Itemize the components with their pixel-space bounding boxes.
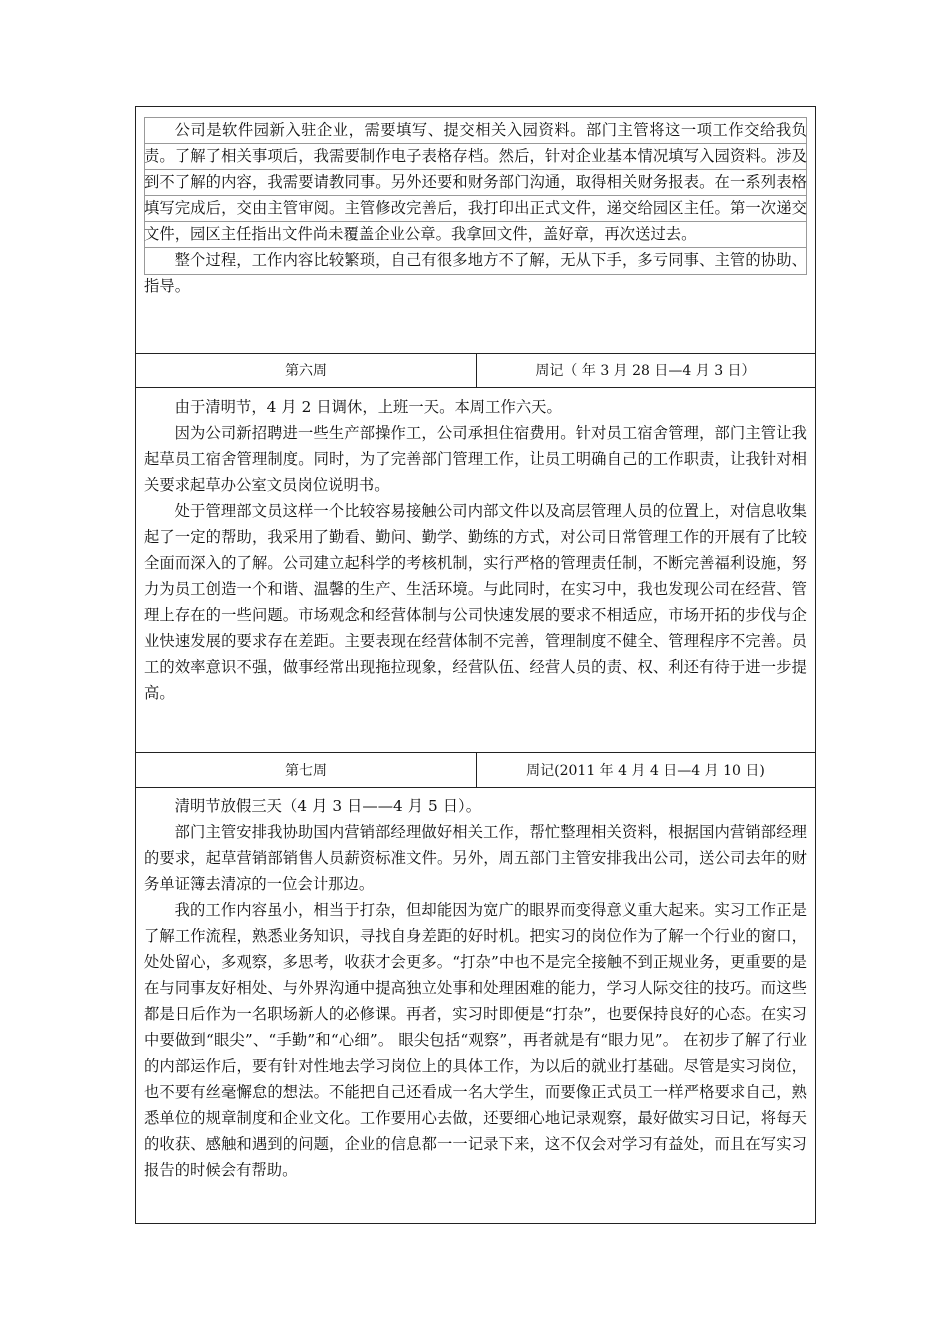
paragraph: 因为公司新招聘进一些生产部操作工，公司承担住宿费用。针对员工宿舍管理，部门主管让我起草员工宿舍管理制度。同时，为了完善部门管理工作，让员工明确自己的工作职责，让我针对相关要求起草办公室文员岗位说明书。 xyxy=(144,424,807,494)
week-label: 第六周 xyxy=(285,363,327,379)
paragraph: 清明节放假三天（4 月 3 日——4 月 5 日）。 xyxy=(174,797,482,815)
paragraph: 我的工作内容虽小，相当于打杂，但却能因为宽广的眼界而变得意义重大起来。实习工作正是了解工作流程，熟悉业务知识，寻找自身差距的好时机。把实习的岗位作为了解一个行业的窗口，处处留心，多观察，多思考，收获才会更多。“打杂”中也不是完全接触不到正规业务，更重要的是在与同事友好相处、与外界沟通中提高独立处事和处理困难的能力，学习人际交往的技巧。而这些都是日后作为一名职场新人的必修课。再者，实习时即便是“打杂”，也要保持良好的心态。在实习中要做到“眼尖”、“手勤”和“心细”。 眼尖包括“观察”，再者就是有“眼力见”。 在初步了解了行业的内部运作后，要有针对性地去学习岗位上的具体工作，为以后的就业打基础。尽管是实习岗位，也不要有丝毫懈怠的想法。不能把自己还看成一名大学生，而要像正式员工一样严格要求自己，熟悉单位的规章制度和企业文化。工作要用心去做，还要细心地记录观察，最好做实习日记，将每天的收获、感触和遇到的问题，企业的信息都一一记录下来，这不仅会对学习有益处，而且在写实习报告的时候会有帮助。 xyxy=(144,901,807,1179)
section1-cell xyxy=(136,107,815,353)
date-range: 周记(2011 年 4 月 4 日—4 月 10 日) xyxy=(526,762,765,779)
week-label: 第七周 xyxy=(285,762,327,779)
week7-date-cell xyxy=(476,752,815,787)
paragraph: 由于清明节，4 月 2 日调休，上班一天。本周工作六天。 xyxy=(174,398,562,416)
paragraph: 部门主管安排我协助国内营销部经理做好相关工作，帮忙整理相关资料，根据国内营销部经理的要求，起草营销部销售人员薪资标准文件。另外，周五部门主管安排我出公司，送公司去年的财务单证簿去清凉的一位会计那边。 xyxy=(144,823,807,893)
week7-label-cell xyxy=(136,752,476,787)
section1-text xyxy=(144,117,807,299)
week6-date-cell xyxy=(476,353,815,387)
week6-label-cell xyxy=(136,353,476,387)
week6-body xyxy=(144,394,807,706)
paragraph: 处于管理部文员这样一个比较容易接触公司内部文件以及高层管理人员的位置上，对信息收集起了一定的帮助，我采用了勤看、勤问、勤学、勤练的方式，对公司日常管理工作的开展有了比较全面而深入的了解。公司建立起科学的考核机制，实行严格的管理责任制，不断完善福利设施，努力为员工创造一个和谐、温馨的生产、生活环境。与此同时，在实习中，我也发现公司在经营、管理上存在的一些问题。市场观念和经营体制与公司快速发展的要求不相适应，市场开拓的步伐与企业快速发展的要求存在差距。主要表现在经营体制不完善，管理制度不健全、管理程序不完善。员工的效率意识不强，做事经常出现拖拉现象，经营队伍、经营人员的责、权、利还有待于进一步提高。 xyxy=(144,502,807,702)
week7-body xyxy=(144,793,807,1183)
date-range: 周记（ 年 3 月 28 日—4 月 3 日） xyxy=(535,363,756,379)
paragraph: 整个过程，工作内容比较繁琐，自己有很多地方不了解，无从下手，多亏同事、主管的协助、指导。 xyxy=(144,251,807,295)
paragraph: 公司是软件园新入驻企业，需要填写、提交相关入园资料。部门主管将这一项工作交给我负责。了解了相关事项后，我需要制作电子表格存档。然后，针对企业基本情况填写入园资料。涉及到不了解的内容，我需要请教同事。另外还要和财务部门沟通，取得相关财务报表。在一系列表格填写完成后，交由主管审阅。主管修改完善后，我打印出正式文件，递交给园区主任。第一次递交文件，园区主任指出文件尚未覆盖企业公章。我拿回文件，盖好章，再次送过去。 xyxy=(144,121,807,243)
journal-table xyxy=(135,106,816,1224)
